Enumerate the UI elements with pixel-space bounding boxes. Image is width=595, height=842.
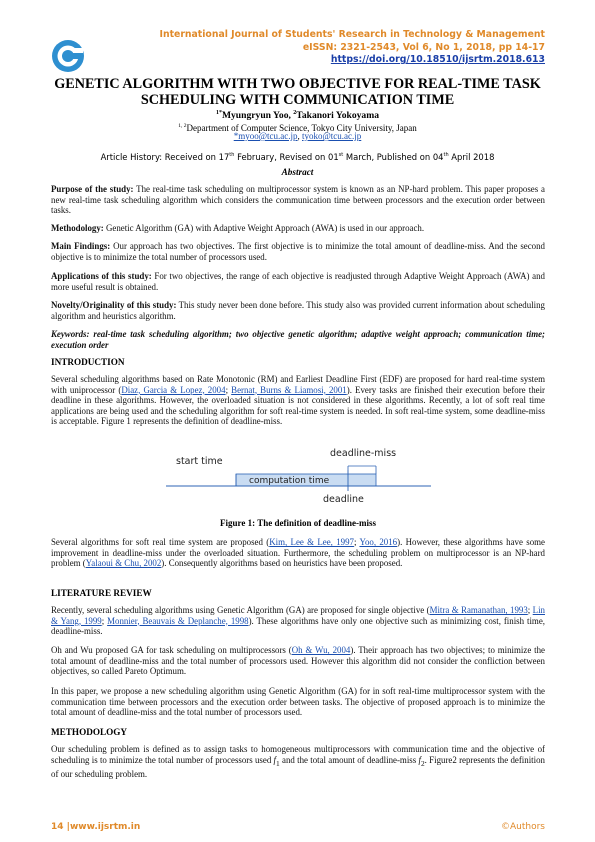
purpose-text: The real-time task scheduling on multiprocessor system is known as an NP-hard problem. This paper proposes a new real-time task scheduling algorithm which considers the communication time between processors and the execution order between tasks. bbox=[51, 184, 545, 215]
lit-paragraph-3 bbox=[51, 686, 545, 718]
title-line-1: GENETIC ALGORITHM WITH TWO OBJECTIVE FOR REAL-TIME TASK bbox=[54, 76, 541, 92]
intro-p1-b: ). Every tasks are finished their execution before their deadline in these algorithms. However, the overloaded situation is not considered in these algorithms. Recently, a lot of soft real time applications are being used and the scheduling algorithm for soft real-time system is needed. In soft real-time system, some deadline-miss is acceptable. Figure 1 represents the definition of deadline-miss. bbox=[51, 384, 546, 426]
lit-p1-b: ). These algorithms have only one objective such as minimizing cost, finish time, deadline-miss. bbox=[51, 615, 545, 636]
label-computation-time: computation time bbox=[249, 476, 330, 486]
history-sup-3: th bbox=[443, 152, 449, 158]
lit-paragraph-1 bbox=[51, 605, 545, 637]
history-sup-1: th bbox=[229, 152, 235, 158]
journal-issn: eISSN: 2321-2543, Vol 6, No 1, 2018, pp 14-17 bbox=[302, 41, 545, 53]
affil-sup: 1, 2 bbox=[178, 123, 187, 129]
ref-lin-1999[interactable]: Lin & Yang, 1999 bbox=[51, 605, 545, 626]
lit-paragraph-2 bbox=[51, 645, 545, 677]
footer-copyright: ©Authors bbox=[501, 822, 545, 832]
intro-p2-sep: ; bbox=[353, 537, 360, 547]
method-heading: METHODOLOGY bbox=[51, 727, 128, 737]
title-line-2: SCHEDULING WITH COMMUNICATION TIME bbox=[140, 91, 455, 108]
author-2: Takanori Yokoyama bbox=[296, 110, 380, 122]
intro-p1-sep: ; bbox=[225, 384, 232, 395]
ref-bernat-2001[interactable]: Bernat, Burns & Liamosi, 2001 bbox=[231, 384, 347, 395]
var-f1: f bbox=[273, 754, 277, 765]
abstract-heading: Abstract bbox=[281, 167, 314, 177]
abstract-purpose bbox=[51, 184, 545, 216]
label-deadline: deadline bbox=[323, 494, 364, 505]
doi-link[interactable]: https://doi.org/10.18510/ijsrtm.2018.613 bbox=[330, 54, 545, 65]
journal-logo-icon bbox=[51, 39, 85, 73]
figure-diagram bbox=[166, 448, 431, 505]
email-link-1[interactable]: *myoo@tcu.ac.jp bbox=[233, 131, 298, 141]
history-sup-2: st bbox=[338, 152, 344, 158]
journal-header bbox=[160, 29, 546, 67]
lit-p1-sep-1: ; bbox=[527, 605, 533, 615]
email-list bbox=[40, 131, 555, 142]
method-p1-c: . Figure2 represents the definition of our scheduling problem. bbox=[51, 754, 545, 779]
intro-heading: INTRODUCTION bbox=[51, 357, 125, 367]
keywords-text: Keywords: real-time task scheduling algorithm; two objective genetic algorithm; adaptive weight approach; communication time; execution order bbox=[51, 329, 545, 350]
footer-page-site: 14 |www.ijsrtm.in bbox=[51, 822, 141, 832]
method-paragraph-1 bbox=[51, 744, 545, 779]
keywords bbox=[51, 329, 545, 350]
intro-p2-a: Several algorithms for soft real time system are proposed ( bbox=[51, 537, 270, 547]
findings-label: Main Findings: bbox=[51, 241, 111, 251]
email-link-2[interactable]: tyoko@tcu.ac.jp bbox=[302, 131, 362, 141]
affiliation-text: Department of Computer Science, Tokyo City University, Japan bbox=[186, 123, 417, 133]
article-history bbox=[40, 150, 555, 163]
ref-monnier-1998[interactable]: Monnier, Beauvais & Deplanche, 1998 bbox=[107, 615, 249, 626]
method-label: Methodology: bbox=[51, 223, 104, 233]
findings-text: Our approach has two objectives. The first objective is to minimize the total amount of deadline-miss. And the second objective is to minimize the total number of processors used. bbox=[51, 241, 545, 262]
email-sep: , bbox=[297, 131, 302, 141]
lit-p1-a: Recently, several scheduling algorithms using Genetic Algorithm (GA) are proposed for single objective ( bbox=[51, 605, 430, 615]
abstract-applications bbox=[51, 271, 545, 292]
intro-p2-b: ). However, these algorithms have some improvement in deadline-miss under the overloaded situation. Furthermore, the scheduling problem on multiprocessor is an NP-hard problem ( bbox=[51, 537, 545, 568]
history-c: March, Published on 04 bbox=[343, 151, 444, 162]
author-1: Myungryun Yoo, bbox=[221, 110, 294, 122]
ref-yalaoui-2002[interactable]: Yalaoui & Chu, 2002 bbox=[85, 558, 162, 568]
figure-deadline-miss bbox=[51, 444, 545, 514]
journal-title: International Journal of Students' Research in Technology & Management bbox=[159, 29, 545, 40]
var-f2-sub: 2 bbox=[420, 758, 425, 768]
var-f2: f bbox=[418, 754, 421, 765]
method-p1-b: and the total amount of deadline-miss bbox=[279, 754, 419, 765]
intro-paragraph-1 bbox=[51, 374, 545, 427]
ref-kim-1997[interactable]: Kim, Lee & Lee, 1997 bbox=[269, 537, 354, 547]
lit-p1-sep-2: ; bbox=[101, 615, 108, 626]
history-a: Article History: Received on 17 bbox=[100, 151, 230, 162]
abstract-findings bbox=[51, 241, 545, 262]
lit-heading: LITERATURE REVIEW bbox=[51, 588, 152, 598]
novelty-label: Novelty/Originality of this study: bbox=[51, 300, 177, 310]
intro-paragraph-2 bbox=[51, 537, 545, 569]
ref-diaz-2004[interactable]: Diaz, Garcia & Lopez, 2004 bbox=[121, 384, 226, 395]
lit-p2-b: ). Their approach has two objectives; to minimize the total amount of deadline-miss and the total number of processors used. However this algorithm did not consider the confliction between objectives, so called Pareto Optimum. bbox=[51, 645, 545, 676]
purpose-label: Purpose of the study: bbox=[51, 184, 134, 194]
history-d: April 2018 bbox=[448, 151, 495, 162]
apps-label: Applications of this study: bbox=[51, 271, 152, 281]
abstract-methodology bbox=[51, 223, 545, 234]
ref-yoo-2016[interactable]: Yoo, 2016 bbox=[359, 537, 398, 547]
label-deadline-miss: deadline-miss bbox=[330, 448, 397, 459]
author1-sup: 1* bbox=[215, 110, 222, 116]
ref-oh-2004[interactable]: Oh & Wu, 2004 bbox=[291, 645, 351, 655]
lit-p2-a: Oh and Wu proposed GA for task scheduling on multiprocessors ( bbox=[51, 645, 292, 655]
abstract-novelty bbox=[51, 300, 545, 321]
intro-p2-c: ). Consequently algorithms based on heuristics have been proposed. bbox=[161, 558, 403, 568]
author-list bbox=[40, 108, 555, 121]
method-p1-a: Our scheduling problem is defined as to assign tasks to homogeneous multiprocessors with communication time and the objective of scheduling is to minimize the total number of processors used bbox=[51, 744, 545, 765]
apps-text: For two objectives, the range of each objective is readjusted through Adaptive Weight Approach (AWA) and more useful result is obtained. bbox=[51, 271, 545, 292]
novelty-text: This study never been done before. This study also was provided current information about scheduling algorithm and heuristics algorithm. bbox=[51, 300, 545, 321]
figure-1-caption: Figure 1: The definition of deadline-miss bbox=[220, 518, 376, 528]
history-b: February, Revised on 01 bbox=[234, 151, 339, 162]
lit-p3-text: In this paper, we propose a new scheduling algorithm using Genetic Algorithm (GA) for in soft real-time multiprocessor system with the communication time between processors and the execution order between tasks. The objective of proposed approach is to minimize the total amount of deadline-miss and the total number of processors used. bbox=[51, 686, 545, 717]
author2-sup: 2 bbox=[293, 110, 297, 116]
intro-p1-a: Several scheduling algorithms based on Rate Monotonic (RM) and Earliest Deadline First (EDF) are proposed for hard real-time system with uniprocessor ( bbox=[51, 374, 545, 395]
label-start-time: start time bbox=[176, 456, 223, 467]
var-f1-sub: 1 bbox=[276, 758, 280, 768]
ref-mitra-1993[interactable]: Mitra & Ramanathan, 1993 bbox=[429, 605, 528, 615]
method-text: Genetic Algorithm (GA) with Adaptive Weight Approach (AWA) is used in our approach. bbox=[103, 223, 425, 233]
paper-title bbox=[40, 77, 555, 108]
